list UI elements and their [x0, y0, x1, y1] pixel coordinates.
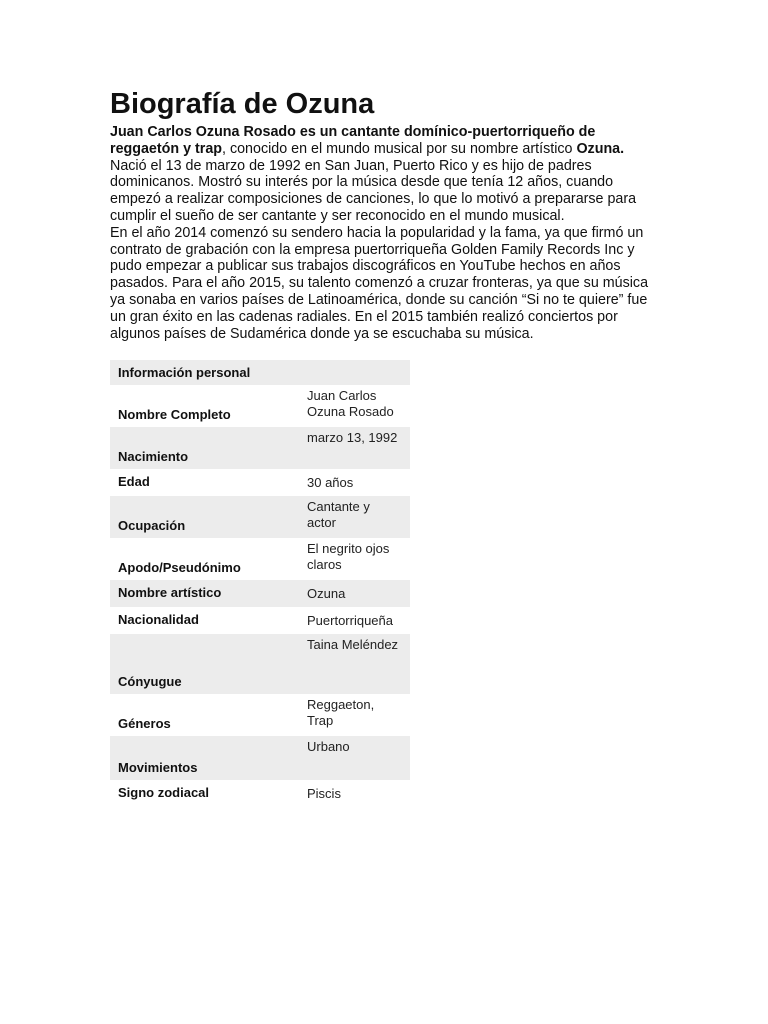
- row-value: 30 años: [307, 475, 354, 491]
- row-label: Apodo/Pseudónimo: [118, 559, 241, 575]
- row-value: Cantante y actor: [299, 496, 410, 538]
- table-row: [110, 538, 410, 580]
- row-label: Géneros: [118, 715, 171, 731]
- row-label: Nacimiento: [110, 427, 299, 469]
- intro-paragraph: [110, 124, 655, 225]
- row-value: Juan Carlos Ozuna Rosado: [307, 388, 394, 419]
- row-value: Ozuna: [299, 580, 410, 607]
- row-label: Edad: [118, 474, 150, 490]
- second-paragraph: En el año 2014 comenzó su sendero hacia la popularidad y la fama, ya que firmó un contrato de grabación con la empresa puertorriqueña Golden Family Records Inc y pudo empezar a publicar sus trabajos discográficos en YouTube hechos en años pasados. Para el año 2015, su talento comenzó a cruzar fronteras, ya que su música ya sonaba en varios países de Latinoamérica, donde su canción “Si no te quiere” fue un gran éxito en las cadenas radiales. En el 2015 también realizó conciertos por algunos países de Sudamérica donde ya se escuchaba su música.: [110, 224, 649, 342]
- page-title: Biografía de Ozuna: [110, 88, 375, 120]
- row-label: Nombre Completo: [118, 406, 231, 422]
- table-row: [110, 736, 410, 780]
- document-page: [110, 84, 655, 807]
- row-value: marzo 13, 1992: [299, 427, 410, 469]
- table-row: [110, 694, 410, 736]
- row-label: Movimientos: [110, 736, 299, 780]
- row-label: Signo zodiacal: [118, 785, 210, 801]
- intro-text-a: , conocido en el mundo musical por su nombre artístico: [222, 140, 577, 157]
- intro-bold-lead: Juan Carlos Ozuna Rosado es un cantante domínico-puertorriqueño de reggaetón y trap: [110, 124, 596, 157]
- row-label: Cónyugue: [110, 634, 299, 694]
- row-value: Piscis: [307, 786, 341, 802]
- intro-bold-name: Ozuna.: [576, 140, 625, 157]
- personal-info-table: [110, 360, 410, 807]
- table-row: [110, 580, 410, 607]
- table-row: [110, 385, 410, 427]
- row-label: Nacionalidad: [118, 612, 199, 628]
- table-row: [110, 607, 410, 634]
- table-row: [110, 469, 410, 496]
- table-header: Información personal: [110, 360, 410, 385]
- intro-text-b: Nació el 13 de marzo de 1992 en San Juan, Puerto Rico y es hijo de padres dominicanos. Mostró su interés por la música desde que tenía 12 años, cuando empezó a realizar composiciones de canciones, lo que lo motivó a prepararse para cumplir el sueño de ser cantante y ser reconocido en el mundo musical.: [110, 157, 637, 224]
- table-row: [110, 496, 410, 538]
- row-label: Ocupación: [110, 496, 299, 538]
- table-row: [110, 427, 410, 469]
- table-row: [110, 634, 410, 694]
- table-row: [110, 780, 410, 807]
- row-value: El negrito ojos claros: [307, 541, 390, 572]
- row-value: Puertorriqueña: [307, 613, 393, 629]
- row-label: Nombre artístico: [110, 580, 299, 607]
- row-value: Urbano: [299, 736, 410, 780]
- table-header-row: [110, 360, 410, 385]
- row-value: Reggaeton, Trap: [307, 697, 375, 728]
- row-value: Taina Meléndez: [299, 634, 410, 694]
